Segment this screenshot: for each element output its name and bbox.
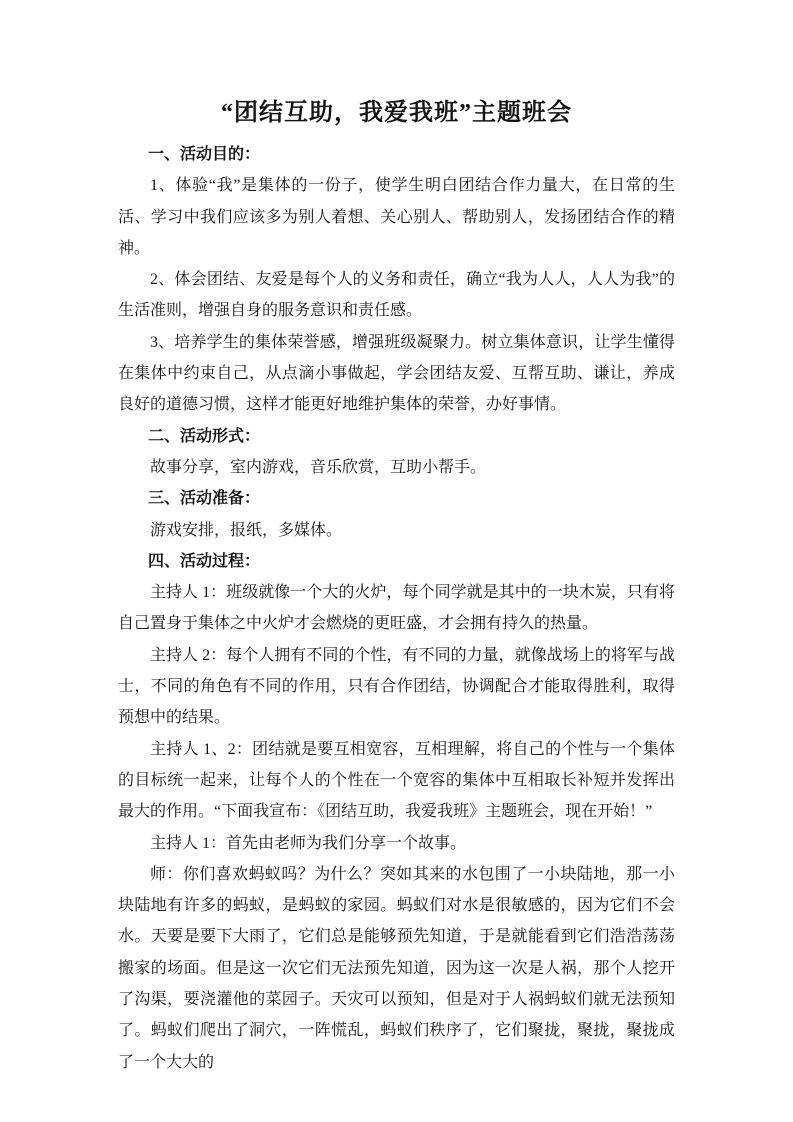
section-activity-goals — [118, 139, 675, 421]
section-heading-format: 二、活动形式： — [148, 427, 261, 445]
section-heading-goals: 一、活动目的： — [148, 146, 261, 163]
section-heading-preparation: 三、活动准备： — [148, 490, 261, 508]
paragraph-host1-story-intro: 主持人 1：首先由老师为我们分享一个故事。 — [150, 834, 467, 852]
paragraph-host1-2: 主持人 1、2：团结就是要互相宽容，互相理解，将自己的个性与一个集体的目标统一起来，让每个人的个性在一个宽容的集体中互相取长补短并发挥出最大的作用。“下面我宣布：《团结互助，我爱我班》主题班会，现在开始！” — [118, 740, 675, 821]
page-title: “团结互助，我爱我班”主题班会 — [221, 100, 572, 126]
paragraph-preparation: 游戏安排，报纸，多媒体。 — [150, 521, 343, 539]
section-activity-preparation — [118, 483, 675, 546]
paragraph-goal-1: 1、体验“我”是集体的一份子，使学生明白团结合作力量大，在日常的生活、学习中我们应该多为别人着想、关心别人、帮助别人，发扬团结合作的精神。 — [118, 177, 675, 257]
paragraph-host2: 主持人 2：每个人拥有不同的个性，有不同的力量，就像战场上的将军与战士，不同的角色有不同的作用，只有合作团结，协调配合才能取得胜利，取得预想中的结果。 — [118, 646, 675, 727]
section-heading-process: 四、活动过程： — [148, 552, 261, 570]
paragraph-teacher-story: 师：你们喜欢蚂蚁吗？为什么？突如其来的水包围了一小块陆地，那一小块陆地有许多的蚂蚁，是蚂蚁的家园。蚂蚁们对水是很敏感的，因为它们不会水。天要是要下大雨了，它们总是能够预先知道，于是就能看到它们浩浩荡荡搬家的场面。但是这一次它们无法预先知道，因为这一次是人祸，那个人挖开了沟渠，要浇灌他的菜园子。天灾可以预知，但是对于人祸蚂蚁们就无法预知了。蚂蚁们爬出了洞穴，一阵慌乱，蚂蚁们秩序了，它们聚拢，聚拢，聚拢成了一个大大的 — [118, 865, 675, 1071]
paragraph-format: 故事分享，室内游戏，音乐欣赏，互助小帮手。 — [150, 458, 487, 476]
section-activity-format — [118, 421, 675, 484]
paragraph-goal-2: 2、体会团结、友爱是每个人的义务和责任，确立“我为人人，人人为我”的生活准则，增强自身的服务意识和责任感。 — [118, 271, 675, 320]
paragraph-goal-3: 3、培养学生的集体荣誉感，增强班级凝聚力。树立集体意识，让学生懂得在集体中约束自己，从点滴小事做起，学会团结友爱、互帮互助、谦让，养成良好的道德习惯，这样才能更好地维护集体的荣誉，办好事情。 — [118, 333, 675, 414]
section-activity-process — [118, 546, 675, 1078]
paragraph-host1: 主持人 1：班级就像一个大的火炉，每个同学就是其中的一块木炭，只有将自己置身于集体之中火炉才会燃烧的更旺盛，才会拥有持久的热量。 — [118, 584, 675, 633]
